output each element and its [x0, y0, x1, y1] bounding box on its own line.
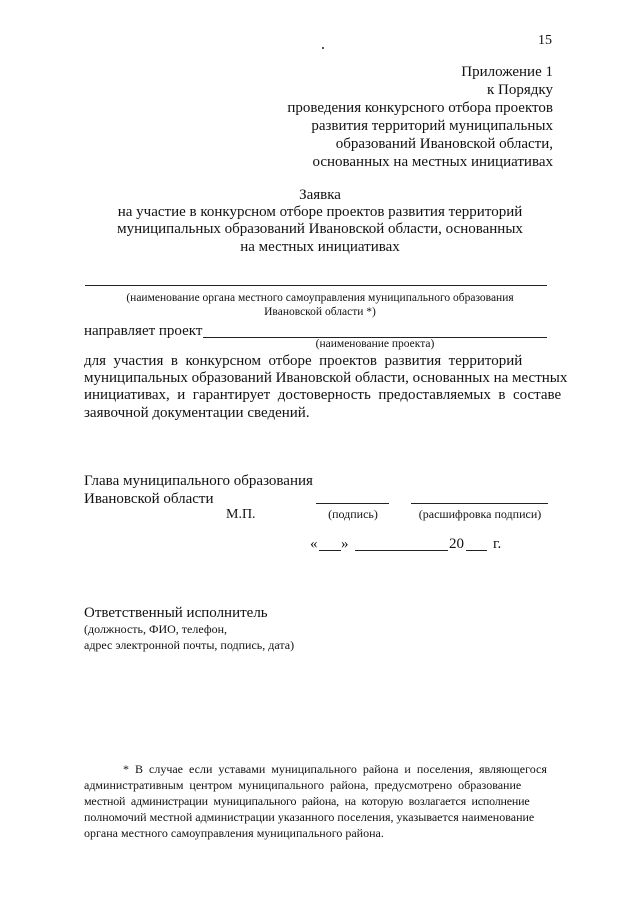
footnote-line-1: * В случае если уставами муниципального района и поселения, являющегося [123, 762, 547, 776]
seal-label: М.П. [226, 507, 256, 522]
paragraph-line-3: инициативах, и гарантирует достоверность предоставляемых в составе [84, 387, 562, 403]
signature-line [316, 503, 389, 504]
footnote-line-4: полномочий местной администрации указанного поселения, указывается наименование [84, 810, 535, 824]
title-line-1: на участие в конкурсном отборе проектов развития территорий [117, 204, 523, 220]
executor-title: Ответственный исполнитель [84, 605, 268, 621]
appendix-line-3: проведения конкурсного отбора проектов [287, 100, 553, 116]
org-caption-2: Ивановской области *) [264, 306, 376, 318]
date-month-line [355, 550, 448, 551]
date-open-quote: « [310, 536, 318, 552]
signature-caption: (подпись) [328, 507, 378, 521]
executor-details-1: (должность, ФИО, телефон, [84, 622, 228, 636]
head-title-1: Глава муниципального образования [84, 473, 313, 489]
appendix-line-1: Приложение 1 [461, 64, 553, 80]
document-title: Заявка [299, 187, 341, 203]
project-caption: (наименование проекта) [315, 338, 435, 350]
executor-details-2: адрес электронной почты, подпись, дата) [84, 638, 295, 652]
appendix-line-5: образований Ивановской области, [335, 136, 553, 152]
org-name-line [85, 285, 547, 286]
appendix-line-6: основанных на местных инициативах [312, 154, 553, 170]
org-caption-1: (наименование органа местного самоуправления муниципального образования [126, 292, 514, 304]
footnote-line-3: местной администрации муниципального района, на которую возлагается исполнение [84, 794, 530, 808]
date-close-quote: » [341, 536, 349, 552]
title-line-3: на местных инициативах [240, 239, 400, 255]
head-title-2: Ивановской области [84, 491, 214, 507]
title-line-2: муниципальных образований Ивановской области, основанных [117, 221, 523, 237]
sends-project-label: направляет проект [84, 323, 203, 339]
decode-caption: (расшифровка подписи) [418, 507, 542, 521]
paragraph-line-4: заявочной документации сведений. [84, 405, 310, 421]
paragraph-line-1: для участия в конкурсном отборе проектов развития территорий [84, 353, 523, 369]
appendix-line-4: развития территорий муниципальных [311, 118, 553, 134]
footnote-line-2: административным центром муниципального района, предусмотрено образование [84, 778, 522, 792]
signature-decode-line [411, 503, 548, 504]
scan-dot [322, 47, 324, 49]
year-prefix: 20 [449, 536, 464, 552]
year-suffix: г. [493, 536, 502, 552]
footnote-line-5: органа местного самоуправления муниципального района. [84, 826, 384, 840]
appendix-line-2: к Порядку [487, 82, 553, 98]
date-year-line [466, 550, 487, 551]
page-number: 15 [538, 33, 552, 48]
paragraph-line-2: муниципальных образований Ивановской области, основанных на местных [84, 370, 568, 386]
date-day-line [319, 550, 341, 551]
